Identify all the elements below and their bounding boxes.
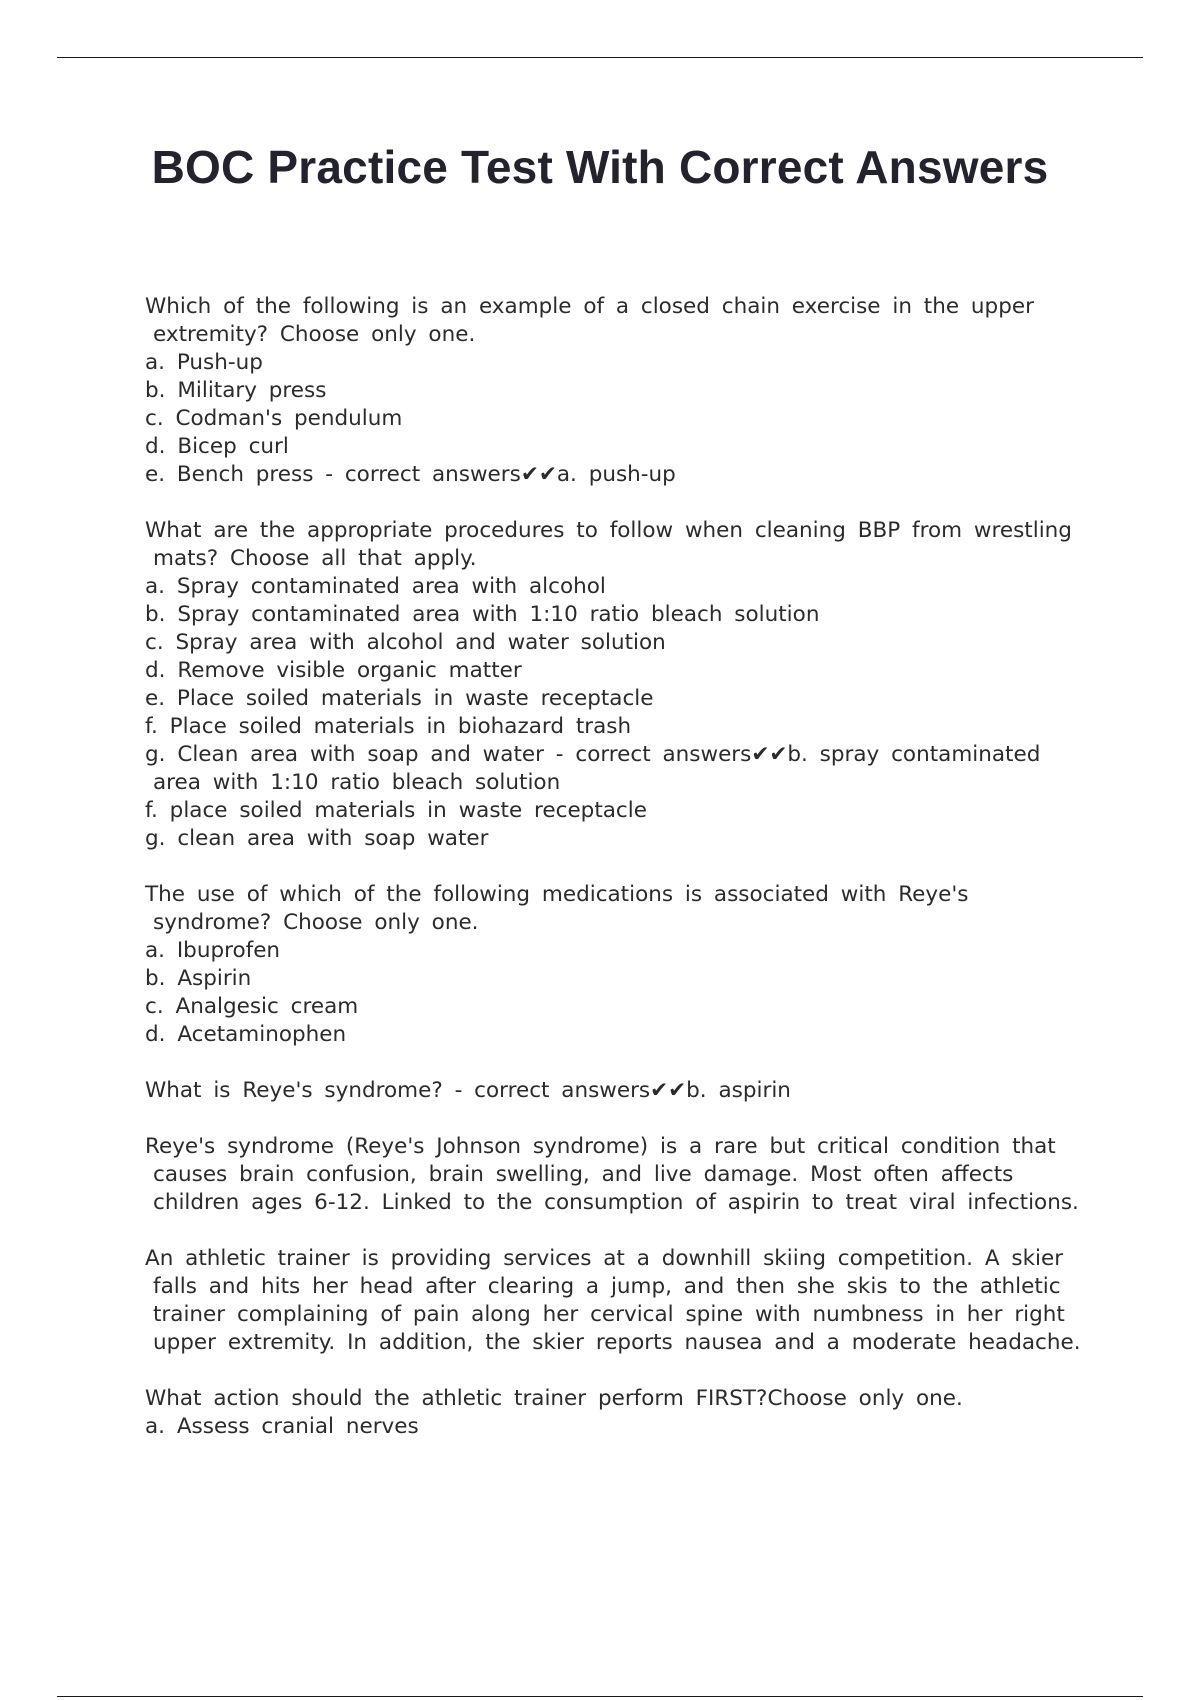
question-stem: The use of which of the following medications is associated with Reye's: [145, 882, 969, 907]
question-5: [145, 1385, 1080, 1441]
header-rule: [57, 57, 1143, 58]
question-stem-cont: syndrome? Choose only one.: [153, 910, 479, 935]
document-body: [145, 293, 1080, 1469]
question-4: [145, 1077, 1080, 1105]
option-b: b. Spray contaminated area with 1:10 ratio bleach solution: [145, 602, 820, 627]
question-stem: Which of the following is an example of a closed chain exercise in the upper: [145, 294, 1034, 319]
answer-item-g: g. clean area with soap water: [145, 826, 489, 851]
option-a: a. Ibuprofen: [145, 938, 281, 963]
option-a: a. Assess cranial nerves: [145, 1414, 419, 1439]
option-a: a. Spray contaminated area with alcohol: [145, 574, 606, 599]
question-with-answer: What is Reye's syndrome? - correct answers✔✔b. aspirin: [145, 1078, 791, 1103]
option-d: d. Acetaminophen: [145, 1022, 347, 1047]
explanation-line: causes brain confusion, brain swelling, and live damage. Most often affects: [153, 1162, 1014, 1187]
question-3: [145, 881, 1080, 1049]
option-e-answer: e. Bench press - correct answers✔✔a. push-up: [145, 462, 676, 487]
scenario-line: upper extremity. In addition, the skier reports nausea and a moderate headache.: [153, 1330, 1081, 1355]
option-b: b. Military press: [145, 378, 327, 403]
option-d: d. Remove visible organic matter: [145, 658, 522, 683]
option-b: b. Aspirin: [145, 966, 252, 991]
question-stem: What action should the athletic trainer perform FIRST?Choose only one.: [145, 1386, 963, 1411]
scenario-line: trainer complaining of pain along her cervical spine with numbness in her right: [153, 1302, 1065, 1327]
explanation-line: Reye's syndrome (Reye's Johnson syndrome) is a rare but critical condition that: [145, 1134, 1056, 1159]
question-2: [145, 517, 1080, 853]
answer-item-f: f. place soiled materials in waste receptacle: [145, 798, 647, 823]
question-stem: What are the appropriate procedures to follow when cleaning BBP from wrestling: [145, 518, 1072, 543]
option-c: c. Codman's pendulum: [145, 406, 403, 431]
question-stem-cont: extremity? Choose only one.: [153, 322, 476, 347]
option-g-answer: g. Clean area with soap and water - correct answers✔✔b. spray contaminated: [145, 742, 1041, 767]
scenario-paragraph: [145, 1245, 1080, 1357]
option-e: e. Place soiled materials in waste receptacle: [145, 686, 654, 711]
option-a: a. Push-up: [145, 350, 263, 375]
answer-cont: area with 1:10 ratio bleach solution: [153, 770, 561, 795]
option-f: f. Place soiled materials in biohazard trash: [145, 714, 632, 739]
option-d: d. Bicep curl: [145, 434, 289, 459]
explanation-paragraph: [145, 1133, 1080, 1217]
option-c: c. Spray area with alcohol and water solution: [145, 630, 666, 655]
explanation-line: children ages 6-12. Linked to the consumption of aspirin to treat viral infections.: [153, 1190, 1079, 1215]
option-c: c. Analgesic cream: [145, 994, 359, 1019]
footer-rule: [57, 1696, 1143, 1697]
scenario-line: An athletic trainer is providing services at a downhill skiing competition. A skier: [145, 1246, 1064, 1271]
document-title: BOC Practice Test With Correct Answers: [151, 141, 1049, 193]
scenario-line: falls and hits her head after clearing a jump, and then she skis to the athletic: [153, 1274, 1061, 1299]
question-1: [145, 293, 1080, 489]
question-stem-cont: mats? Choose all that apply.: [153, 546, 477, 571]
